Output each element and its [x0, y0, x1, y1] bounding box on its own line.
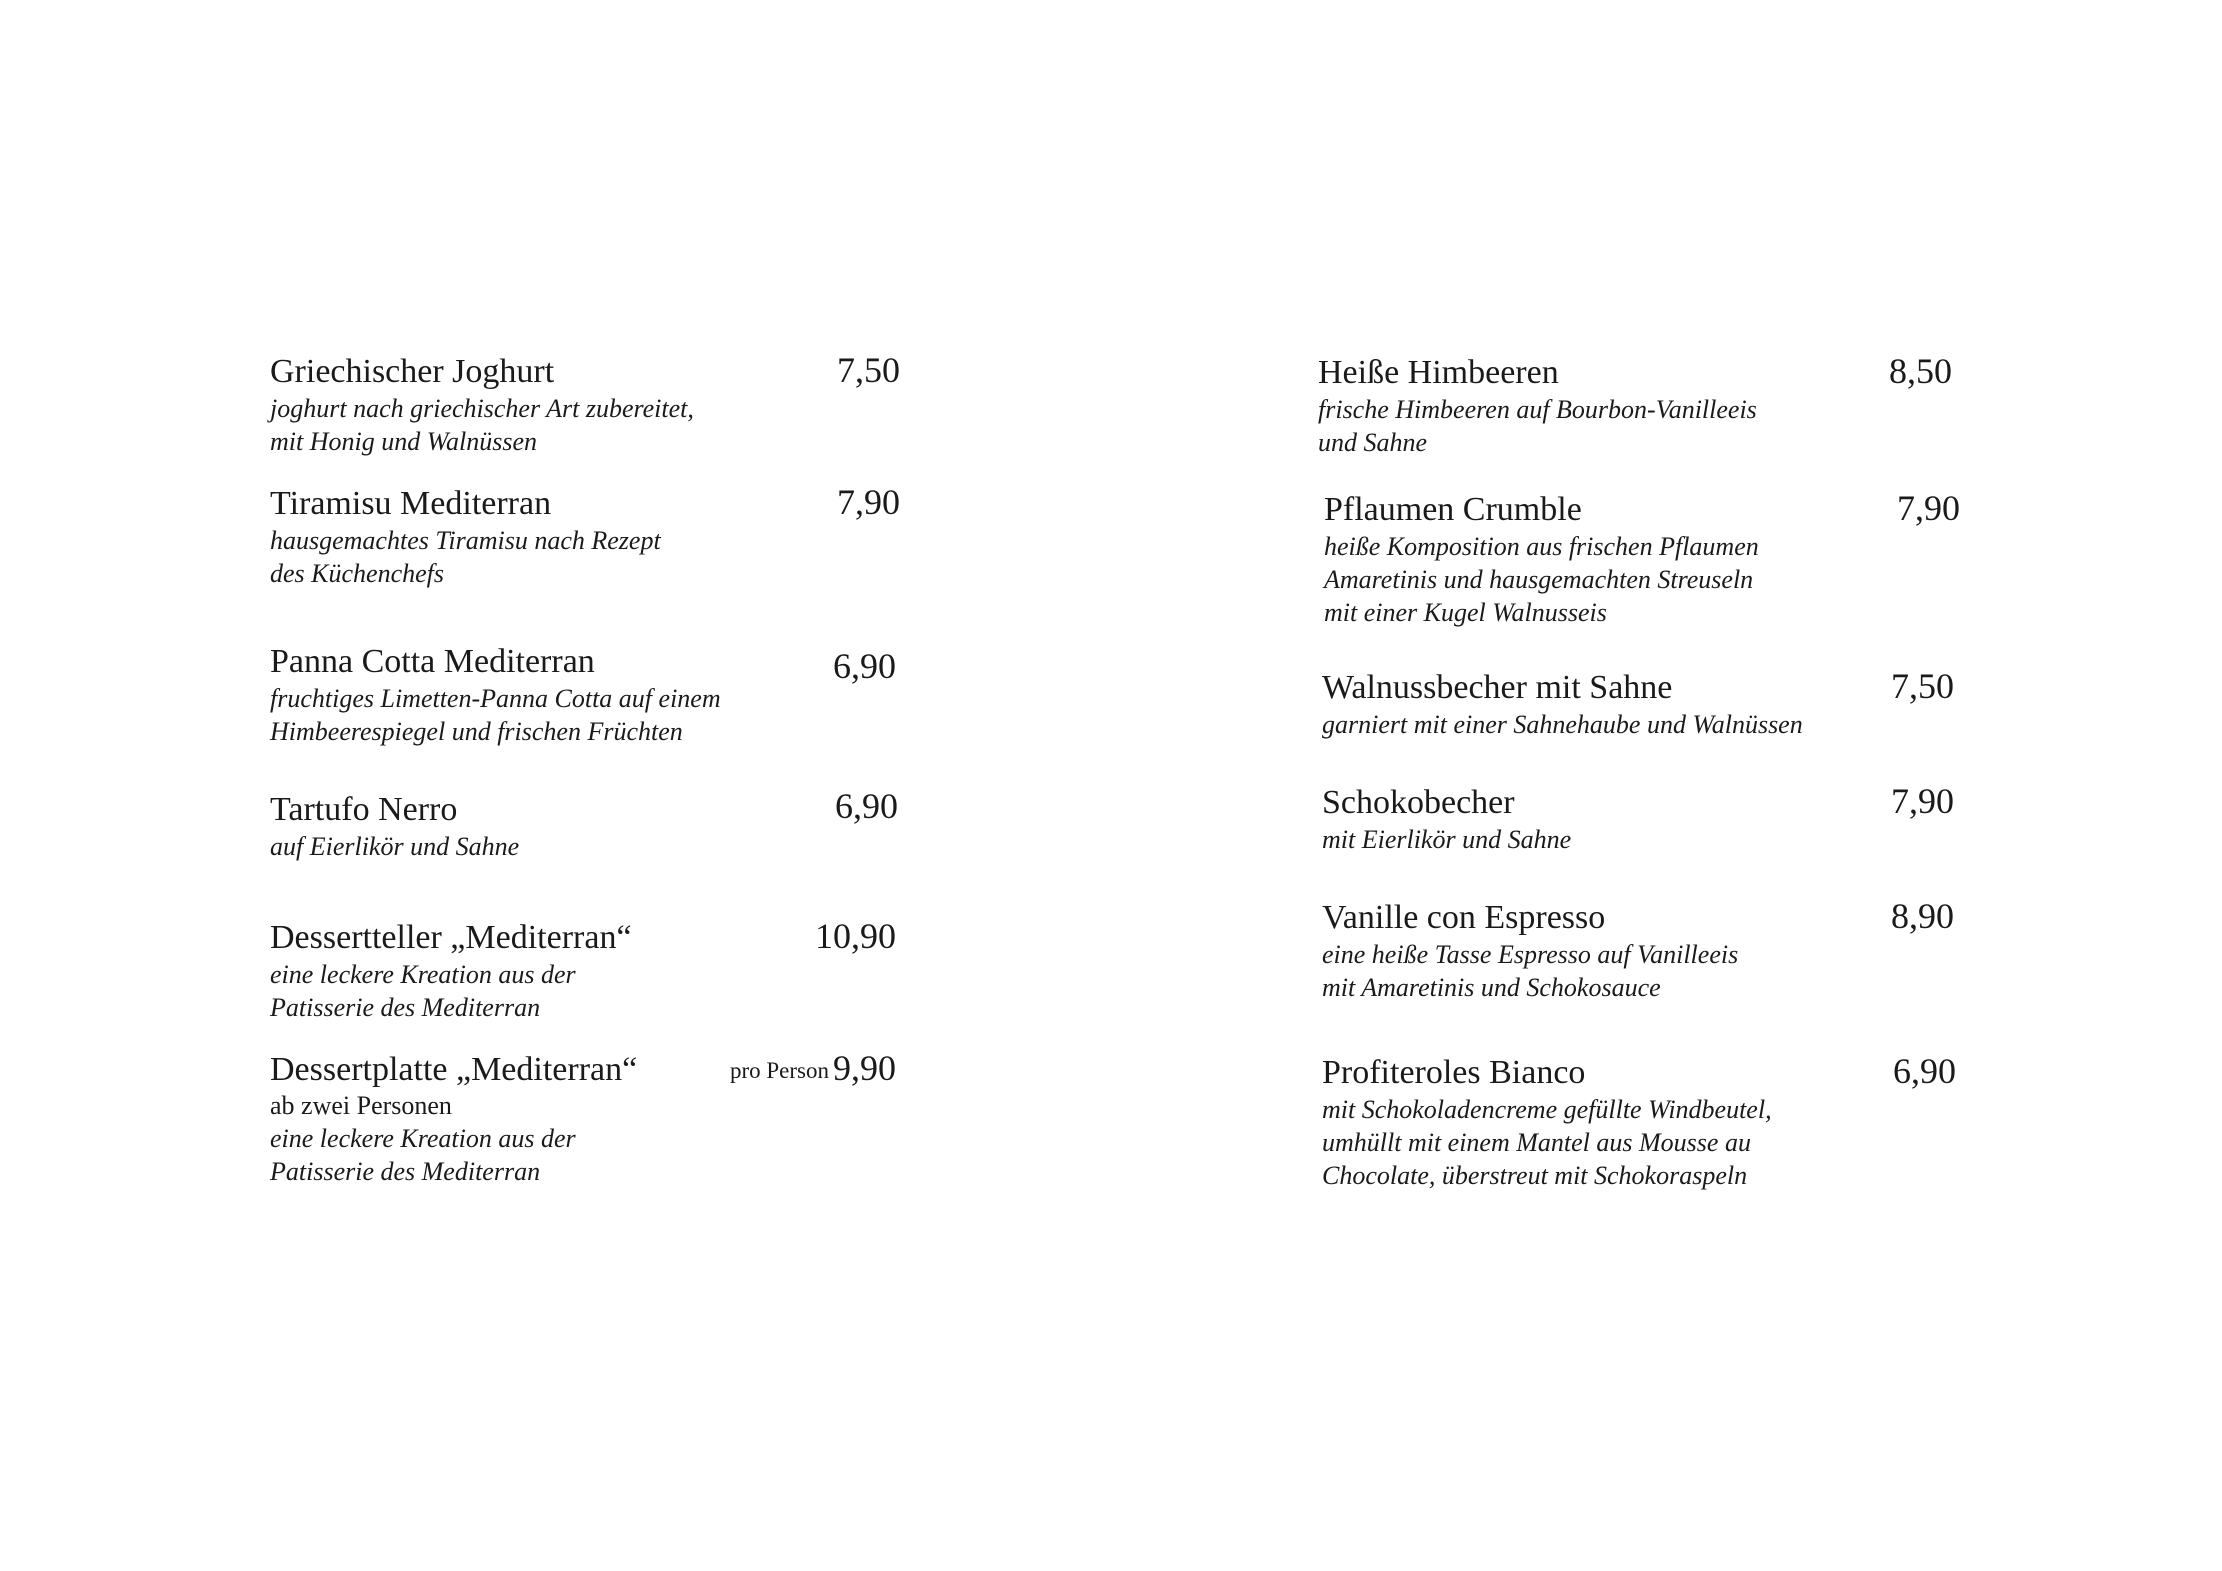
price-unit: pro Person: [729, 1058, 829, 1083]
item-description-line: fruchtiges Limetten-Panna Cotta auf einem: [270, 684, 721, 713]
item-note: ab zwei Personen: [270, 1091, 452, 1120]
item-description-line: mit Amaretinis und Schokosauce: [1322, 973, 1661, 1002]
item-name: Schokobecher: [1322, 784, 1515, 821]
item-description-line: mit Honig und Walnüssen: [270, 427, 537, 456]
menu-item: [270, 352, 900, 458]
item-price: 8,50: [1889, 351, 1952, 391]
item-name: Profiteroles Bianco: [1322, 1054, 1586, 1091]
item-description-line: joghurt nach griechischer Art zubereitet,: [270, 394, 694, 423]
item-price: 9,90: [833, 1048, 896, 1088]
item-description-line: eine leckere Kreation aus der: [270, 1124, 576, 1153]
item-description-line: und Sahne: [1318, 428, 1428, 457]
item-name: Dessertplatte „Mediterran“: [270, 1051, 638, 1088]
item-description-line: Chocolate, überstreut mit Schokoraspeln: [1322, 1161, 1748, 1190]
item-price: 7,50: [1891, 666, 1954, 706]
item-description-line: garniert mit einer Sahnehaube und Walnüssen: [1322, 710, 1803, 739]
menu-item: [270, 918, 900, 1024]
item-name: Heiße Himbeeren: [1318, 354, 1559, 391]
menu-item: [1322, 1051, 1956, 1192]
item-name: Tartufo Nerro: [270, 791, 458, 828]
item-price-group: [730, 1048, 896, 1091]
menu-item: [270, 1050, 900, 1188]
menu-item: [1324, 488, 1960, 629]
item-description-line: heiße Komposition aus frischen Pflaumen: [1324, 532, 1759, 561]
item-description-line: umhüllt mit einem Mantel aus Mousse au: [1322, 1128, 1751, 1157]
menu-item: [270, 642, 900, 748]
item-name: Vanille con Espresso: [1322, 899, 1606, 936]
item-description-line: mit einer Kugel Walnusseis: [1324, 598, 1607, 627]
item-name: Griechischer Joghurt: [270, 353, 555, 390]
item-description-line: mit Schokoladencreme gefüllte Windbeutel,: [1322, 1095, 1772, 1124]
item-description-line: hausgemachtes Tiramisu nach Rezept: [270, 526, 661, 555]
menu-item: [1322, 668, 1952, 741]
item-price: 6,90: [835, 786, 898, 826]
menu-item: [270, 786, 900, 863]
item-description-line: frische Himbeeren auf Bourbon-Vanilleeis: [1318, 395, 1757, 424]
item-name: Pflaumen Crumble: [1324, 491, 1582, 528]
item-description-line: Patisserie des Mediterran: [270, 993, 541, 1022]
item-name: Walnussbecher mit Sahne: [1322, 669, 1673, 706]
item-name: Panna Cotta Mediterran: [270, 643, 595, 680]
item-price: 6,90: [833, 646, 896, 686]
item-description-line: Patisserie des Mediterran: [270, 1157, 541, 1186]
item-name: Tiramisu Mediterran: [270, 485, 552, 522]
item-price: 6,90: [1893, 1051, 1956, 1091]
item-price: 8,90: [1891, 896, 1954, 936]
item-price: 7,90: [1897, 488, 1960, 528]
item-description-line: eine heiße Tasse Espresso auf Vanilleeis: [1322, 940, 1739, 969]
menu-item: [1322, 898, 1952, 1004]
item-description-line: auf Eierlikör und Sahne: [270, 832, 520, 861]
item-name: Dessertteller „Mediterran“: [270, 919, 632, 956]
item-price: 7,90: [837, 482, 900, 522]
item-description-line: Amaretinis und hausgemachten Streuseln: [1324, 565, 1754, 594]
menu-item: [1322, 783, 1952, 856]
item-description-line: mit Eierlikör und Sahne: [1322, 825, 1572, 854]
menu-item: [270, 484, 900, 590]
item-price: 7,90: [1891, 781, 1954, 821]
menu-item: [1318, 351, 1952, 459]
item-description-line: des Küchenchefs: [270, 559, 445, 588]
item-price: 10,90: [815, 916, 896, 956]
item-description-line: Himbeerespiegel und frischen Früchten: [270, 717, 683, 746]
item-price: 7,50: [837, 350, 900, 390]
item-description-line: eine leckere Kreation aus der: [270, 960, 576, 989]
